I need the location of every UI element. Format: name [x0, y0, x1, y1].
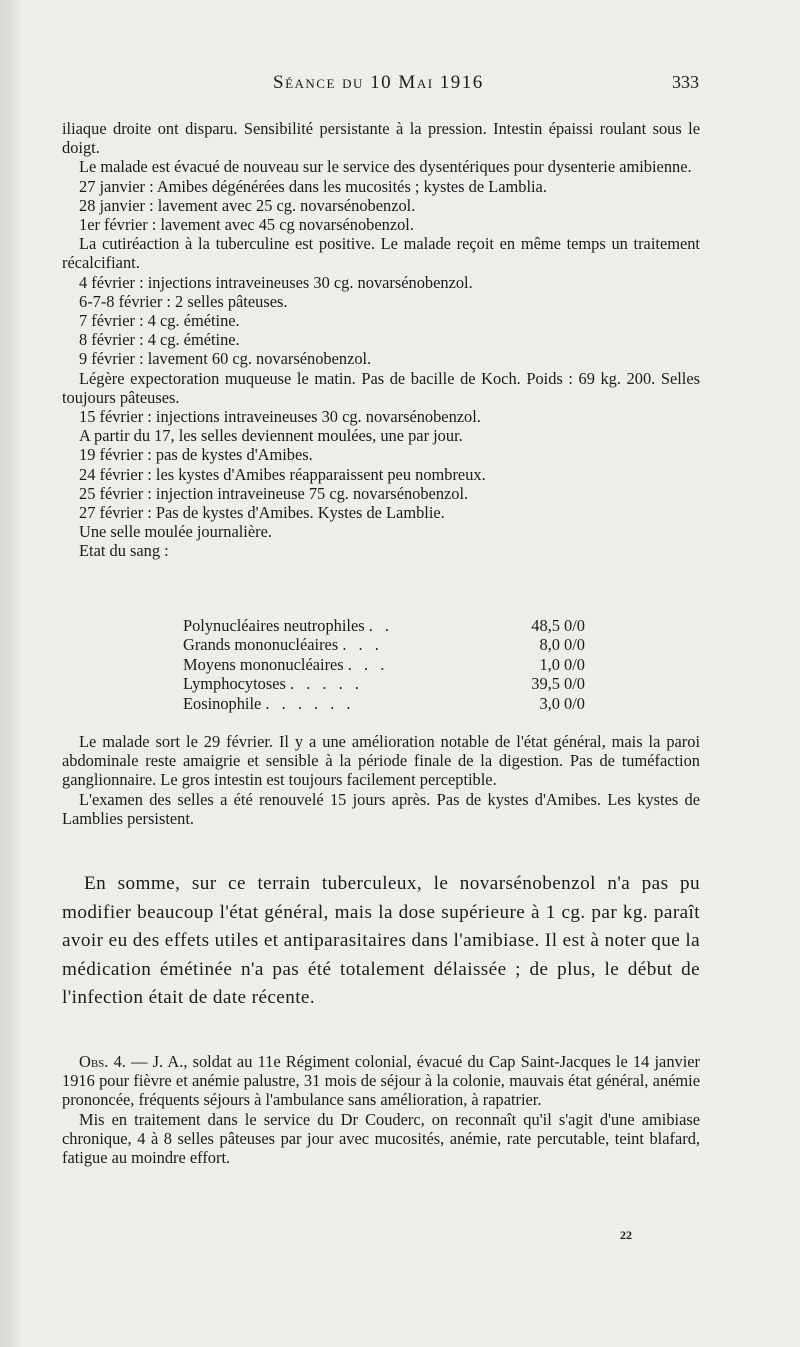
- case-journal: [62, 119, 700, 561]
- journal-line: 25 février : injection intraveineuse 75 cg. novarsénobenzol.: [79, 483, 469, 503]
- obs-label: Obs. 4.: [79, 1052, 126, 1071]
- header-title: Séance du 10 Mai 1916: [273, 72, 484, 93]
- page-number: 333: [672, 72, 699, 92]
- summary-paragraph: En somme, sur ce terrain tuberculeux, le novarsénobenzol n'a pas pu modifier beaucoup l'état général, mais la dose supérieure à 1 cg. par kg. paraît avoir eu des effets utiles et antiparasitaires dans l'amibiase. Il est à noter que la médication émétinée n'a pas été totalement délaissée ; de plus, le début de l'infection était de date récente.: [62, 873, 700, 1009]
- leader-dots: . . . . . .: [265, 693, 355, 713]
- journal-line: 24 février : les kystes d'Amibes réapparaissent peu nombreux.: [79, 464, 486, 484]
- obs-paragraph: [62, 1052, 700, 1110]
- cell-value: 8,0 0/0: [539, 635, 585, 655]
- blood-row: [183, 635, 603, 654]
- signature-mark: 22: [620, 1228, 632, 1242]
- cell-value: 48,5 0/0: [531, 616, 585, 635]
- journal-line: 9 février : lavement 60 cg. novarsénobenzol.: [79, 349, 372, 369]
- blood-row: [183, 674, 603, 693]
- page-edge: [0, 0, 22, 1347]
- blood-row: [183, 694, 603, 713]
- journal-line: A partir du 17, les selles deviennent moulées, une par jour.: [79, 426, 463, 446]
- journal-line: 6-7-8 février : 2 selles pâteuses.: [79, 291, 288, 311]
- cell-label: Eosinophile: [183, 693, 262, 713]
- obs-paragraph-2: Mis en traitement dans le service du Dr Couderc, on reconnaît qu'il s'agit d'une amibiase chronique, 4 à 8 selles pâteuses par jour avec mucosités, anémie, rate percutable, teint blafard, fatigue au moindre effort.: [62, 1109, 700, 1168]
- leader-dots: . . . . .: [290, 674, 363, 694]
- journal-line: 4 février : injections intraveineuses 30 cg. novarsénobenzol.: [79, 272, 473, 292]
- journal-line: 28 janvier : lavement avec 25 cg. novarsénobenzol.: [79, 195, 416, 215]
- blood-row: [183, 616, 603, 635]
- journal-line: 27 février : Pas de kystes d'Amibes. Kystes de Lamblie.: [79, 503, 445, 523]
- cell-label: Moyens mononucléaires: [183, 654, 344, 674]
- journal-line: 1er février : lavement avec 45 cg novarsénobenzol.: [79, 215, 414, 235]
- obs-text: — J. A., soldat au 11e Régiment colonial, évacué du Cap Saint-Jacques le 14 janvier 1916 pour fièvre et anémie palustre, 31 mois de séjour à la colonie, mauvais état général, anémie prononcée, fréquents séjours à l'ambulance sans amélioration, à rapatrier.: [62, 1052, 700, 1110]
- paragraph: L'examen des selles a été renouvelé 15 jours après. Pas de kystes d'Amibes. Les kystes de Lamblies persistent.: [62, 789, 700, 828]
- cell-value: 1,0 0/0: [539, 654, 585, 674]
- leader-dots: . . .: [342, 635, 383, 655]
- journal-line: 27 janvier : Amibes dégénérées dans les mucosités ; kystes de Lamblia.: [79, 176, 547, 196]
- cell-value: 39,5 0/0: [531, 674, 585, 694]
- blood-count-table: [183, 616, 603, 713]
- cell-value: 3,0 0/0: [539, 693, 585, 713]
- journal-line: iliaque droite ont disparu. Sensibilité persistante à la pression. Intestin épaissi roulant sous le doigt.: [62, 119, 700, 158]
- cell-label: Lymphocytoses: [183, 674, 286, 694]
- journal-line: 19 février : pas de kystes d'Amibes.: [79, 445, 313, 465]
- cell-label: Polynucléaires neutrophiles: [183, 616, 365, 635]
- cell-label: Grands mononucléaires: [183, 635, 339, 655]
- journal-line: 15 février : injections intraveineuses 30 cg. novarsénobenzol.: [79, 407, 481, 427]
- observation-4: [62, 1052, 700, 1167]
- blood-row: [183, 655, 603, 674]
- leader-dots: . . .: [347, 654, 389, 674]
- journal-line: Etat du sang :: [79, 541, 169, 561]
- journal-line: Légère expectoration muqueuse le matin. Pas de bacille de Koch. Poids : 69 kg. 200. Selles toujours pâteuses.: [62, 368, 700, 407]
- journal-line: Une selle moulée journalière.: [79, 522, 272, 542]
- running-header: [0, 72, 800, 96]
- journal-line: Le malade est évacué de nouveau sur le service des dysentériques pour dysenterie amibienne.: [79, 157, 692, 177]
- paragraph: Le malade sort le 29 février. Il y a une amélioration notable de l'état général, mais la paroi abdominale reste amaigrie et sensible à la période finale de la digestion. Pas de tuméfaction ganglionnaire. Le gros intestin est toujours facilement perceptible.: [62, 732, 700, 790]
- summary-section: [62, 870, 700, 1013]
- journal-line: La cutiréaction à la tuberculine est positive. Le malade reçoit en même temps un traitement récalcifiant.: [62, 234, 700, 273]
- journal-line: 8 février : 4 cg. émétine.: [79, 330, 240, 350]
- discharge-notes: [62, 732, 700, 828]
- journal-line: 7 février : 4 cg. émétine.: [79, 311, 240, 331]
- leader-dots: . .: [368, 616, 394, 635]
